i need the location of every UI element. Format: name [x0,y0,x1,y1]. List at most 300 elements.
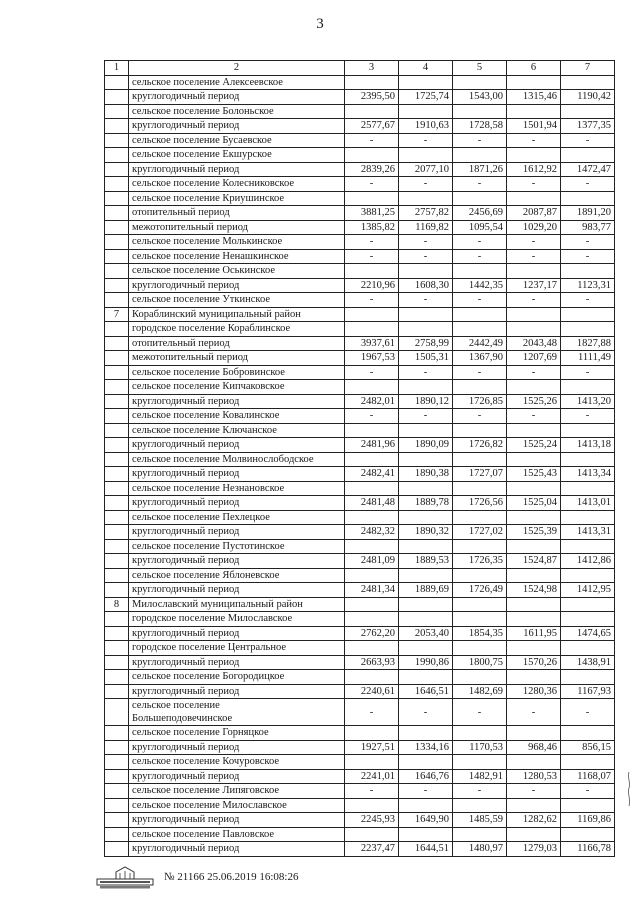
value-cell: 1890,12 [399,394,453,409]
row-index [105,293,129,308]
value-cell: - [399,177,453,192]
row-index: 8 [105,597,129,612]
value-cell: - [453,365,507,380]
row-index [105,684,129,699]
value-cell: - [507,699,561,726]
value-cell [507,670,561,685]
row-index [105,249,129,264]
row-index [105,264,129,279]
row-name: межотопительный период [129,351,345,366]
value-cell: 1827,88 [561,336,615,351]
row-index [105,162,129,177]
value-cell [399,798,453,813]
row-name: круглогодичный период [129,162,345,177]
value-cell [561,612,615,627]
row-index [105,740,129,755]
value-cell [507,510,561,525]
value-cell [399,75,453,90]
row-index [105,467,129,482]
value-cell: 2482,32 [345,525,399,540]
row-name: сельское поселение Оськинское [129,264,345,279]
value-cell [453,670,507,685]
row-index [105,798,129,813]
row-name: круглогодичный период [129,813,345,828]
value-cell: - [453,249,507,264]
value-cell [345,827,399,842]
row-name: круглогодичный период [129,119,345,134]
value-cell [345,423,399,438]
row-name: сельское поселение Кипчаковское [129,380,345,395]
value-cell [453,307,507,322]
value-cell: 1169,86 [561,813,615,828]
row-name: сельское поселение Ключанское [129,423,345,438]
value-cell [561,481,615,496]
value-cell: 856,15 [561,740,615,755]
value-cell [453,827,507,842]
value-cell [399,148,453,163]
value-cell [561,148,615,163]
table-row [105,525,615,540]
value-cell: - [453,133,507,148]
value-cell [345,481,399,496]
row-index [105,842,129,857]
margin-mark-icon [624,770,634,810]
row-name: круглогодичный период [129,525,345,540]
value-cell [345,322,399,337]
value-cell: 968,46 [507,740,561,755]
table-row [105,769,615,784]
value-cell: 1413,31 [561,525,615,540]
value-cell: - [507,177,561,192]
row-index [105,496,129,511]
value-cell: - [345,235,399,250]
value-cell [507,827,561,842]
value-cell [453,726,507,741]
value-cell [453,75,507,90]
value-cell [399,539,453,554]
value-cell [399,641,453,656]
value-cell [453,322,507,337]
row-name: сельское поселение Бусаевское [129,133,345,148]
value-cell: 1543,00 [453,90,507,105]
row-name-line: Большеподовечинское [132,713,233,724]
value-cell: - [561,409,615,424]
table-row [105,264,615,279]
value-cell: - [453,699,507,726]
value-cell [399,380,453,395]
row-name: сельское поселение Колесниковское [129,177,345,192]
value-cell: - [345,409,399,424]
table-row [105,510,615,525]
row-index [105,755,129,770]
value-cell: 2762,20 [345,626,399,641]
value-cell [399,452,453,467]
value-cell [507,539,561,554]
row-name: круглогодичный период [129,740,345,755]
value-cell: 2087,87 [507,206,561,221]
table-row [105,249,615,264]
table-row [105,496,615,511]
value-cell: 2210,96 [345,278,399,293]
value-cell: 2758,99 [399,336,453,351]
value-cell [561,104,615,119]
value-cell: - [507,133,561,148]
value-cell: 1611,95 [507,626,561,641]
value-cell: 2663,93 [345,655,399,670]
value-cell: 2481,96 [345,438,399,453]
value-cell: 1854,35 [453,626,507,641]
value-cell: 1482,69 [453,684,507,699]
value-cell: 1891,20 [561,206,615,221]
value-cell [507,755,561,770]
value-cell: 2245,93 [345,813,399,828]
value-cell [561,510,615,525]
value-cell: 1501,94 [507,119,561,134]
row-index [105,423,129,438]
column-header: 6 [507,61,561,76]
value-cell: - [345,133,399,148]
value-cell: 1525,43 [507,467,561,482]
value-cell: 1646,51 [399,684,453,699]
row-name: межотопительный период [129,220,345,235]
row-index [105,119,129,134]
value-cell: 1413,18 [561,438,615,453]
row-name: круглогодичный период [129,583,345,598]
value-cell: 2481,34 [345,583,399,598]
row-index [105,336,129,351]
table-row [105,452,615,467]
value-cell [399,827,453,842]
table-row [105,278,615,293]
row-name: сельское поселение Яблоневское [129,568,345,583]
value-cell [345,641,399,656]
value-cell: 2456,69 [453,206,507,221]
value-cell [507,104,561,119]
value-cell: 1646,76 [399,769,453,784]
value-cell [561,726,615,741]
value-cell: 1910,63 [399,119,453,134]
value-cell: 1413,20 [561,394,615,409]
value-cell: 1570,26 [507,655,561,670]
column-header: 4 [399,61,453,76]
value-cell: 1485,59 [453,813,507,828]
row-name: круглогодичный период [129,278,345,293]
table-row [105,307,615,322]
value-cell [453,423,507,438]
value-cell: - [345,293,399,308]
value-cell: 2577,67 [345,119,399,134]
table-row [105,438,615,453]
value-cell: 1442,35 [453,278,507,293]
table-row [105,191,615,206]
value-cell [399,191,453,206]
value-cell: 1644,51 [399,842,453,857]
table-row [105,842,615,857]
row-name: круглогодичный период [129,769,345,784]
value-cell: 2481,09 [345,554,399,569]
row-index [105,220,129,235]
value-cell: 1726,82 [453,438,507,453]
table-row [105,467,615,482]
row-index [105,278,129,293]
row-index [105,394,129,409]
value-cell: 1927,51 [345,740,399,755]
row-index [105,699,129,726]
table-row [105,740,615,755]
value-cell [561,191,615,206]
value-cell [345,380,399,395]
value-cell: - [453,409,507,424]
value-cell: 2043,48 [507,336,561,351]
value-cell: 2442,49 [453,336,507,351]
row-name: круглогодичный период [129,684,345,699]
column-header: 2 [129,61,345,76]
table-row [105,583,615,598]
row-index [105,409,129,424]
row-name: сельское поселение Бобровинское [129,365,345,380]
value-cell [345,510,399,525]
value-cell [507,481,561,496]
value-cell: 1438,91 [561,655,615,670]
value-cell [507,612,561,627]
value-cell: 1525,04 [507,496,561,511]
row-index [105,554,129,569]
value-cell: - [453,235,507,250]
value-cell [507,423,561,438]
table-row [105,351,615,366]
row-index [105,769,129,784]
row-index [105,365,129,380]
value-cell: - [345,177,399,192]
value-cell [453,798,507,813]
row-index [105,612,129,627]
row-index [105,206,129,221]
value-cell [399,104,453,119]
value-cell [507,307,561,322]
value-cell: - [561,249,615,264]
value-cell [561,380,615,395]
value-cell: - [399,235,453,250]
value-cell: 1169,82 [399,220,453,235]
value-cell [345,568,399,583]
value-cell [453,264,507,279]
value-cell [561,452,615,467]
table-row [105,162,615,177]
value-cell: - [561,699,615,726]
row-name: круглогодичный период [129,438,345,453]
table-row [105,641,615,656]
value-cell [561,670,615,685]
table-row [105,655,615,670]
table-row [105,119,615,134]
table-row [105,293,615,308]
row-name: городское поселение Милославское [129,612,345,627]
table-row [105,148,615,163]
value-cell: 2077,10 [399,162,453,177]
value-cell: 1385,82 [345,220,399,235]
tariff-table [104,60,615,857]
value-cell [399,264,453,279]
row-index [105,191,129,206]
value-cell: 1123,31 [561,278,615,293]
value-cell: 1725,74 [399,90,453,105]
value-cell [507,380,561,395]
value-cell: 2839,26 [345,162,399,177]
table-row [105,539,615,554]
value-cell [345,104,399,119]
value-cell: - [561,784,615,799]
table-row [105,177,615,192]
value-cell: - [399,699,453,726]
value-cell [399,612,453,627]
value-cell: 1472,47 [561,162,615,177]
value-cell [507,641,561,656]
row-name: сельское поселение Пустотинское [129,539,345,554]
value-cell: 2241,01 [345,769,399,784]
value-cell: 1334,16 [399,740,453,755]
value-cell [453,191,507,206]
value-cell: 1612,92 [507,162,561,177]
value-cell: - [507,249,561,264]
value-cell [345,726,399,741]
value-cell: 1524,87 [507,554,561,569]
value-cell: - [345,249,399,264]
value-cell: - [399,409,453,424]
value-cell [453,452,507,467]
row-index [105,813,129,828]
row-index [105,481,129,496]
table-row [105,626,615,641]
value-cell [453,755,507,770]
table-row [105,597,615,612]
value-cell [561,264,615,279]
value-cell [453,539,507,554]
value-cell: 1367,90 [453,351,507,366]
value-cell [345,191,399,206]
row-name: сельское поселение Молвинослободское [129,452,345,467]
value-cell: - [561,235,615,250]
value-cell: 1190,42 [561,90,615,105]
row-index [105,90,129,105]
value-cell: - [399,133,453,148]
row-index [105,104,129,119]
row-name: круглогодичный период [129,655,345,670]
table-row [105,336,615,351]
value-cell [453,380,507,395]
value-cell: - [453,784,507,799]
value-cell [453,612,507,627]
value-cell [507,191,561,206]
value-cell: 1871,26 [453,162,507,177]
value-cell [345,612,399,627]
value-cell: - [507,293,561,308]
value-cell: 2053,40 [399,626,453,641]
value-cell [561,798,615,813]
table-row [105,684,615,699]
row-name: сельское поселение Милославское [129,798,345,813]
value-cell: - [561,133,615,148]
value-cell: 1413,01 [561,496,615,511]
column-header: 3 [345,61,399,76]
row-name: сельское поселение Криушинское [129,191,345,206]
value-cell [561,423,615,438]
table-row [105,365,615,380]
row-name: сельское поселение Болоньское [129,104,345,119]
value-cell [453,148,507,163]
value-cell [345,670,399,685]
value-cell: 1168,07 [561,769,615,784]
row-name: городское поселение Кораблинское [129,322,345,337]
value-cell [507,726,561,741]
row-name: сельское поселение Ненашкинское [129,249,345,264]
value-cell: 2240,61 [345,684,399,699]
value-cell [561,322,615,337]
value-cell: 1413,34 [561,467,615,482]
value-cell: 1525,24 [507,438,561,453]
value-cell: - [345,365,399,380]
value-cell [399,307,453,322]
value-cell [453,104,507,119]
value-cell [399,597,453,612]
column-header: 7 [561,61,615,76]
table-row [105,481,615,496]
value-cell: 3937,61 [345,336,399,351]
value-cell: - [399,784,453,799]
table-row [105,827,615,842]
value-cell [345,452,399,467]
table-row [105,554,615,569]
row-index [105,322,129,337]
value-cell [561,827,615,842]
value-cell: - [561,365,615,380]
row-name: сельское поселение Ковалинское [129,409,345,424]
value-cell [399,322,453,337]
row-name: круглогодичный период [129,394,345,409]
row-name: сельское поселение Незнановское [129,481,345,496]
value-cell: 1889,78 [399,496,453,511]
value-cell: - [399,365,453,380]
row-index [105,784,129,799]
value-cell: - [453,177,507,192]
table-row [105,568,615,583]
row-name: Милославский муниципальный район [129,597,345,612]
value-cell [561,597,615,612]
value-cell [507,264,561,279]
value-cell: 1280,36 [507,684,561,699]
value-cell [345,798,399,813]
row-index [105,568,129,583]
table-row [105,90,615,105]
table-row [105,322,615,337]
value-cell: 1480,97 [453,842,507,857]
value-cell [561,75,615,90]
row-index [105,539,129,554]
table-row [105,206,615,221]
value-cell [399,423,453,438]
table-row [105,813,615,828]
value-cell [399,481,453,496]
page-number: 3 [316,16,324,32]
value-cell [399,510,453,525]
value-cell: 1726,35 [453,554,507,569]
value-cell: 3881,25 [345,206,399,221]
value-cell: 2395,50 [345,90,399,105]
value-cell [507,322,561,337]
table-row [105,220,615,235]
value-cell: - [507,784,561,799]
value-cell [453,510,507,525]
table-row [105,670,615,685]
